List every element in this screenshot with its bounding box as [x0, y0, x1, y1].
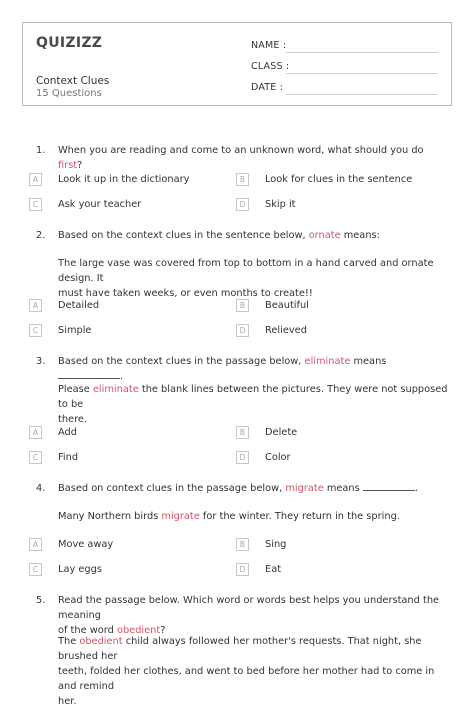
option-a-box[interactable]: A	[29, 299, 42, 312]
prompt-text: means	[323, 483, 363, 494]
prompt-text: Based on the context clues in the sentence below,	[58, 230, 309, 241]
passage	[58, 509, 448, 524]
option-c-box[interactable]: C	[29, 563, 42, 576]
passage-text: Many Northern birds	[58, 511, 162, 522]
option-d-text: Color	[265, 452, 291, 463]
option-b-text: Look for clues in the sentence	[265, 174, 413, 185]
question-prompt	[58, 228, 450, 243]
passage-text: for the winter. They return in the spring.	[199, 511, 400, 522]
passage-line: must have taken weeks, or even months to create!!	[58, 288, 313, 299]
passage-line: her.	[58, 696, 77, 707]
prompt-text: ?	[160, 625, 166, 636]
passage-text: Please	[58, 384, 93, 395]
passage-line: there.	[58, 414, 88, 425]
answer-blank	[363, 483, 415, 491]
highlighted-word: eliminate	[304, 356, 351, 367]
question-number: 4.	[36, 483, 46, 494]
question-prompt	[58, 143, 450, 173]
option-c-box[interactable]: C	[29, 324, 42, 337]
option-b-box[interactable]: B	[236, 426, 249, 439]
option-b-text: Beautiful	[265, 300, 309, 311]
prompt-text: .	[120, 371, 124, 382]
prompt-text: ?	[77, 160, 83, 171]
option-d-box[interactable]: D	[236, 324, 249, 337]
question-prompt	[58, 354, 450, 384]
passage-text: the blank lines between the pictures. They were not supposed to be	[58, 384, 448, 410]
worksheet-title: Context Clues	[36, 75, 110, 87]
option-d-text: Skip it	[265, 199, 296, 210]
option-d-box[interactable]: D	[236, 451, 249, 464]
date-field[interactable]	[286, 94, 438, 95]
highlighted-word: first	[58, 160, 78, 171]
question-number: 5.	[36, 595, 46, 606]
option-b-text: Delete	[265, 427, 298, 438]
question-prompt	[58, 593, 450, 638]
passage-line: teeth, folded her clothes, and went to bed before her mother had to come in and remind	[58, 666, 435, 692]
question-prompt	[58, 481, 450, 496]
passage	[58, 634, 448, 709]
passage-text: child always followed her mother's requests. That night, she brushed her	[58, 636, 422, 662]
option-d-text: Eat	[265, 564, 282, 575]
prompt-text: means:	[340, 230, 380, 241]
class-label: CLASS :	[251, 61, 290, 72]
question-number: 2.	[36, 230, 46, 241]
option-b-box[interactable]: B	[236, 299, 249, 312]
logo-text: UIZIZZ	[48, 35, 103, 51]
option-c-text: Find	[58, 452, 79, 463]
highlighted-word: migrate	[285, 483, 324, 494]
prompt-text: When you are reading and come to an unknown word, what should you do	[58, 145, 424, 156]
option-c-box[interactable]: C	[29, 451, 42, 464]
prompt-text: Based on context clues in the passage below,	[58, 483, 286, 494]
option-a-text: Detailed	[58, 300, 100, 311]
option-a-text: Look it up in the dictionary	[58, 174, 190, 185]
passage-line	[58, 382, 448, 412]
option-b-box[interactable]: B	[236, 173, 249, 186]
highlighted-word: migrate	[161, 511, 200, 522]
option-c-box[interactable]: C	[29, 198, 42, 211]
question-count: 15 Questions	[36, 88, 102, 99]
prompt-line: Read the passage below. Which word or words best helps you understand the meaning	[58, 595, 440, 621]
highlighted-word: obedient	[116, 625, 161, 636]
highlighted-word: ornate	[308, 230, 341, 241]
passage-line: The large vase was covered from top to bottom in a hand carved and ornate design. It	[58, 258, 434, 284]
option-d-box[interactable]: D	[236, 198, 249, 211]
option-c-text: Simple	[58, 325, 92, 336]
option-d-text: Relieved	[265, 325, 307, 336]
prompt-text: Based on the context clues in the passage below,	[58, 356, 305, 367]
option-c-text: Ask your teacher	[58, 199, 142, 210]
option-b-text: Sing	[265, 539, 287, 550]
class-field[interactable]	[286, 73, 438, 74]
option-a-box[interactable]: A	[29, 426, 42, 439]
name-label: NAME :	[251, 40, 287, 51]
passage	[58, 256, 448, 301]
option-c-text: Lay eggs	[58, 564, 102, 575]
question-number: 1.	[36, 145, 46, 156]
quizizz-logo: QUIZIZZ	[36, 35, 103, 51]
option-a-box[interactable]: A	[29, 538, 42, 551]
option-b-box[interactable]: B	[236, 538, 249, 551]
passage	[58, 382, 448, 427]
answer-blank	[58, 371, 120, 379]
option-a-box[interactable]: A	[29, 173, 42, 186]
question-number: 3.	[36, 356, 46, 367]
passage-text: The	[58, 636, 80, 647]
passage-line	[58, 634, 448, 664]
option-a-text: Move away	[58, 539, 114, 550]
highlighted-word: obedient	[79, 636, 123, 647]
date-label: DATE :	[251, 82, 284, 93]
option-a-text: Add	[58, 427, 77, 438]
option-d-box[interactable]: D	[236, 563, 249, 576]
prompt-text: .	[414, 483, 418, 494]
prompt-text: means	[350, 356, 387, 367]
worksheet-header	[22, 22, 452, 106]
name-field[interactable]	[286, 52, 438, 53]
highlighted-word: eliminate	[92, 384, 139, 395]
passage-line	[58, 509, 448, 524]
prompt-text: of the word	[58, 625, 117, 636]
